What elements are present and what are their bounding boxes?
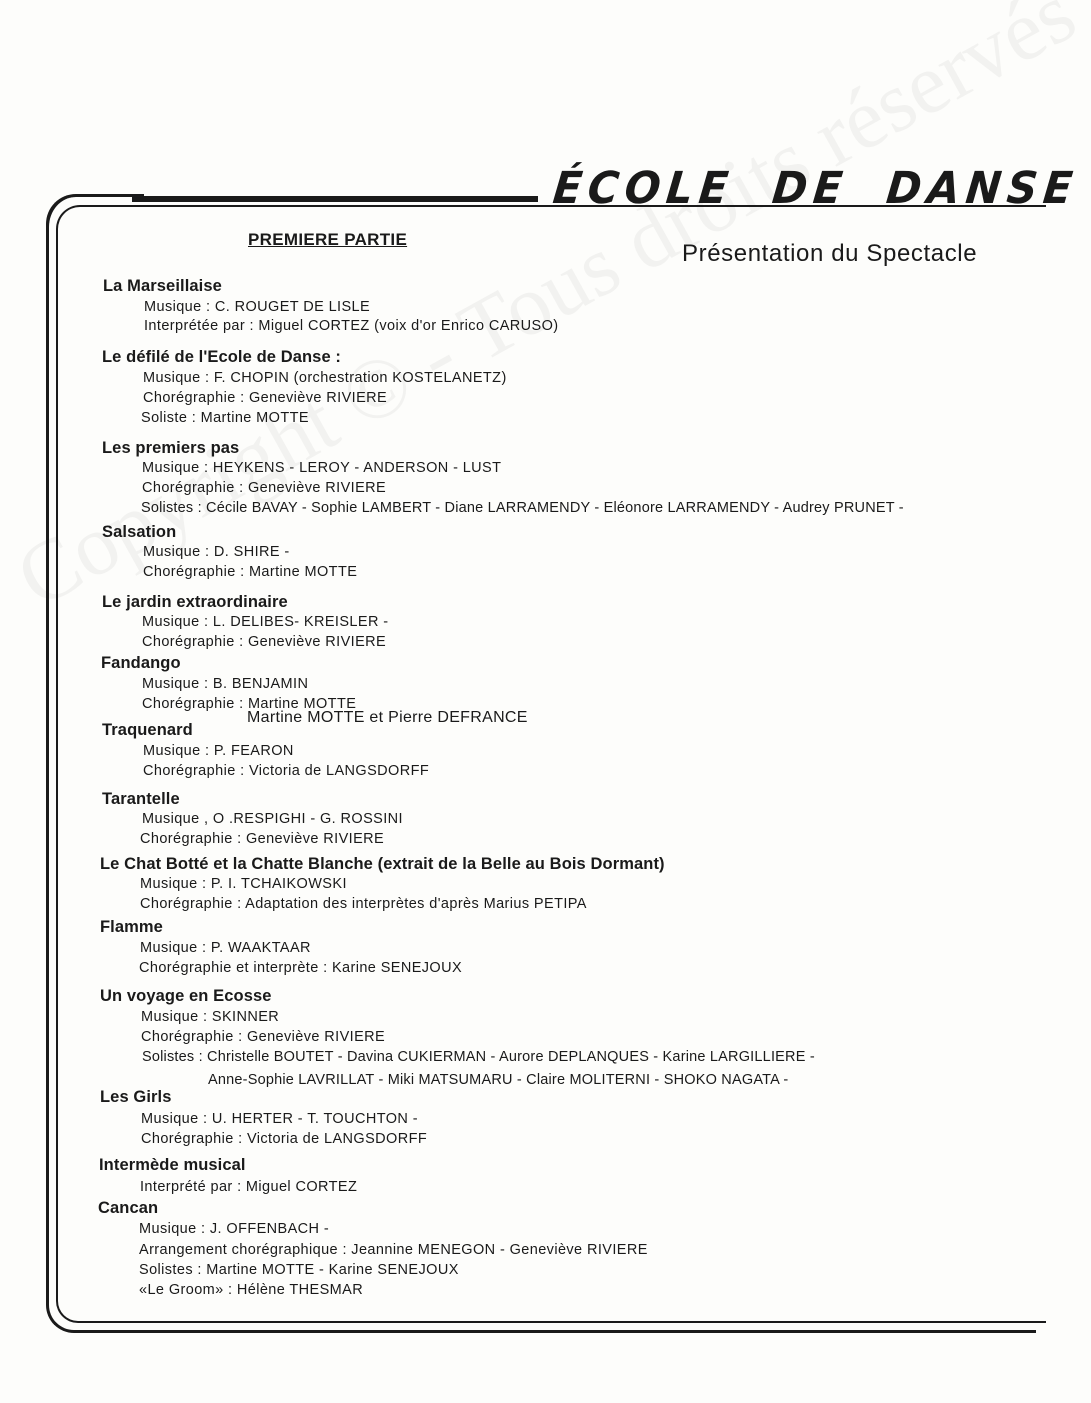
program-item-line: Musique : HEYKENS - LEROY - ANDERSON - LUST [142,460,502,476]
program-item-line: Musique : F. CHOPIN (orchestration KOSTELANETZ) [143,370,507,386]
presentation-heading: Présentation du Spectacle [682,240,978,267]
program-item-line: Interprété par : Miguel CORTEZ [140,1179,358,1195]
program-item-line: Chorégraphie : Geneviève RIVIERE [141,1029,386,1045]
program-item-title: Traquenard [102,721,193,739]
program-item-line: Chorégraphie et interprète : Karine SENEJOUX [139,960,463,976]
program-item-line: Chorégraphie : Geneviève RIVIERE [142,480,387,496]
program-item-line: Musique : SKINNER [141,1009,280,1025]
program-item-line: Soliste : Martine MOTTE [141,410,309,426]
program-item-line: Musique : P. WAAKTAAR [140,940,311,956]
program-item-line: Musique : U. HERTER - T. TOUCHTON - [141,1111,418,1127]
program-item-line: Musique : P. FEARON [143,743,294,759]
program-item-line: Musique , O .RESPIGHI - G. ROSSINI [142,811,403,827]
program-item-title: Cancan [98,1199,159,1217]
program-item-title: Tarantelle [102,790,180,808]
program-item-line: Chorégraphie : Martine MOTTE [142,696,357,712]
school-title: ÉCOLE DE DANSE [550,162,1081,214]
program-item-line: Chorégraphie : Martine MOTTE [143,564,358,580]
part-title: PREMIERE PARTIE [248,230,408,249]
program-item-title: La Marseillaise [103,277,222,295]
program-item-line: Musique : D. SHIRE - [143,544,290,560]
program-item-line: Chorégraphie : Geneviève RIVIERE [143,390,388,406]
program-item-line: Musique : B. BENJAMIN [142,676,309,692]
program-item-line: «Le Groom» : Hélène THESMAR [139,1282,364,1298]
program-item-title: Le défilé de l'Ecole de Danse : [102,348,342,366]
fandango-overlay-credit: Martine MOTTE et Pierre DEFRANCE [247,709,528,726]
program-item-line: Solistes : Christelle BOUTET - Davina CUKIERMAN - Aurore DEPLANQUES - Karine LARGILLIERE - [142,1049,815,1065]
program-item-title: Les Girls [100,1088,172,1106]
program-item-title: Le Chat Botté et la Chatte Blanche (extrait de la Belle au Bois Dormant) [100,855,665,873]
program-item-line: Musique : C. ROUGET DE LISLE [144,299,371,315]
program-item-line: Interprétée par : Miguel CORTEZ (voix d'or Enrico CARUSO) [144,318,559,334]
program-item-line: Chorégraphie : Victoria de LANGSDORFF [141,1131,428,1147]
program-item-line: Musique : J. OFFENBACH - [139,1221,330,1237]
program-item-line: Chorégraphie : Geneviève RIVIERE [142,634,387,650]
program-item-title: Un voyage en Ecosse [100,987,272,1005]
program-item-title: Salsation [102,523,177,541]
program-item-title: Flamme [100,918,163,936]
program-item-line: Anne-Sophie LAVRILLAT - Miki MATSUMARU - Claire MOLITERNI - SHOKO NAGATA - [208,1072,789,1088]
program-item-title: Intermède musical [99,1156,246,1174]
program-item-line: Solistes : Martine MOTTE - Karine SENEJOUX [139,1262,459,1278]
program-item-line: Solistes : Cécile BAVAY - Sophie LAMBERT - Diane LARRAMENDY - Eléonore LARRAMENDY - Audrey PRUNET - [141,500,904,516]
program-item-line: Chorégraphie : Victoria de LANGSDORFF [143,763,430,779]
program-item-line: Chorégraphie : Geneviève RIVIERE [140,831,385,847]
program-item-line: Musique : P. I. TCHAIKOWSKI [140,876,347,892]
program-item-line: Musique : L. DELIBES- KREISLER - [142,614,389,630]
program-item-title: Le jardin extraordinaire [102,593,288,611]
program-item-line: Chorégraphie : Adaptation des interprètes d'après Marius PETIPA [140,896,587,912]
program-item-title: Fandango [101,654,181,672]
program-item-title: Les premiers pas [102,439,240,457]
program-item-line: Arrangement chorégraphique : Jeannine MENEGON - Geneviève RIVIERE [139,1242,648,1258]
